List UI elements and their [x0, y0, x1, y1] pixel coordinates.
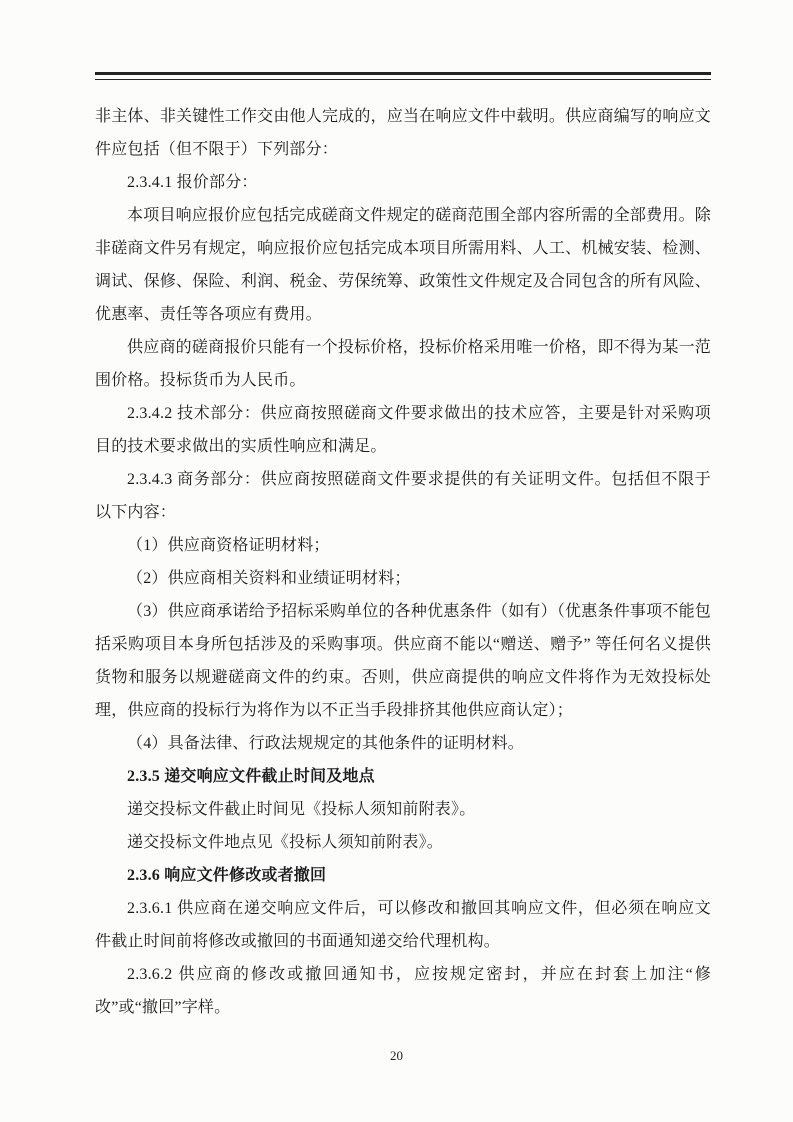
paragraph: 2.3.4.1 报价部分：	[127, 174, 258, 191]
paragraph: 递交投标文件截止时间见《投标人须知前附表》。	[127, 801, 476, 818]
header-double-rule	[95, 72, 711, 80]
paragraph: 非主体、非关键性工作交由他人完成的，应当在响应文件中载明。供应商编写的响应文件应包括（但不限于）下列部分：	[95, 108, 711, 158]
paragraph: （3）供应商承诺给予招标采购单位的各种优惠条件（如有）（优惠条件事项不能包括采购项目本身所包括涉及的采购事项。供应商不能以“赠送、赠予” 等任何名义提供货物和服务以规避磋商文件的约束。否则，供应商提供的响应文件将作为无效投标处理，供应商的投标行为将作为以不正当手段排挤其他供应商认定）；	[95, 603, 711, 719]
paragraph: 2.3.4.2 技术部分：供应商按照磋商文件要求做出的技术应答，主要是针对采购项目的技术要求做出的实质性响应和满足。	[95, 405, 711, 455]
paragraph: 2.3.6.1 供应商在递交响应文件后，可以修改和撤回其响应文件，但必须在响应文件截止时间前将修改或撤回的书面通知递交给代理机构。	[95, 900, 711, 950]
paragraph: 本项目响应报价应包括完成磋商文件规定的磋商范围全部内容所需的全部费用。除非磋商文件另有规定，响应报价应包括完成本项目所需用料、人工、机械安装、检测、调试、保修、保险、利润、税金、劳保统筹、政策性文件规定及合同包含的所有风险、优惠率、责任等各项应有费用。	[95, 207, 711, 323]
section-heading: 2.3.5 递交响应文件截止时间及地点	[127, 768, 375, 785]
paragraph: 供应商的磋商报价只能有一个投标价格，投标价格采用唯一价格，即不得为某一范围价格。投标货币为人民币。	[95, 339, 711, 389]
paragraph: （1）供应商资格证明材料；	[127, 537, 330, 554]
paragraph: 2.3.4.3 商务部分：供应商按照磋商文件要求提供的有关证明文件。包括但不限于以下内容：	[95, 471, 711, 521]
document-body	[95, 100, 711, 1024]
paragraph: （4）具备法律、行政法规规定的其他条件的证明材料。	[127, 735, 525, 752]
paragraph: 2.3.6.2 供应商的修改或撤回通知书，应按规定密封，并应在封套上加注“修改”或“撤回”字样。	[95, 966, 711, 1016]
section-heading: 2.3.6 响应文件修改或者撤回	[127, 867, 327, 884]
paragraph: （2）供应商相关资料和业绩证明材料；	[127, 570, 411, 587]
paragraph: 递交投标文件地点见《投标人须知前附表》。	[127, 834, 444, 851]
page-number: 20	[390, 1048, 403, 1063]
